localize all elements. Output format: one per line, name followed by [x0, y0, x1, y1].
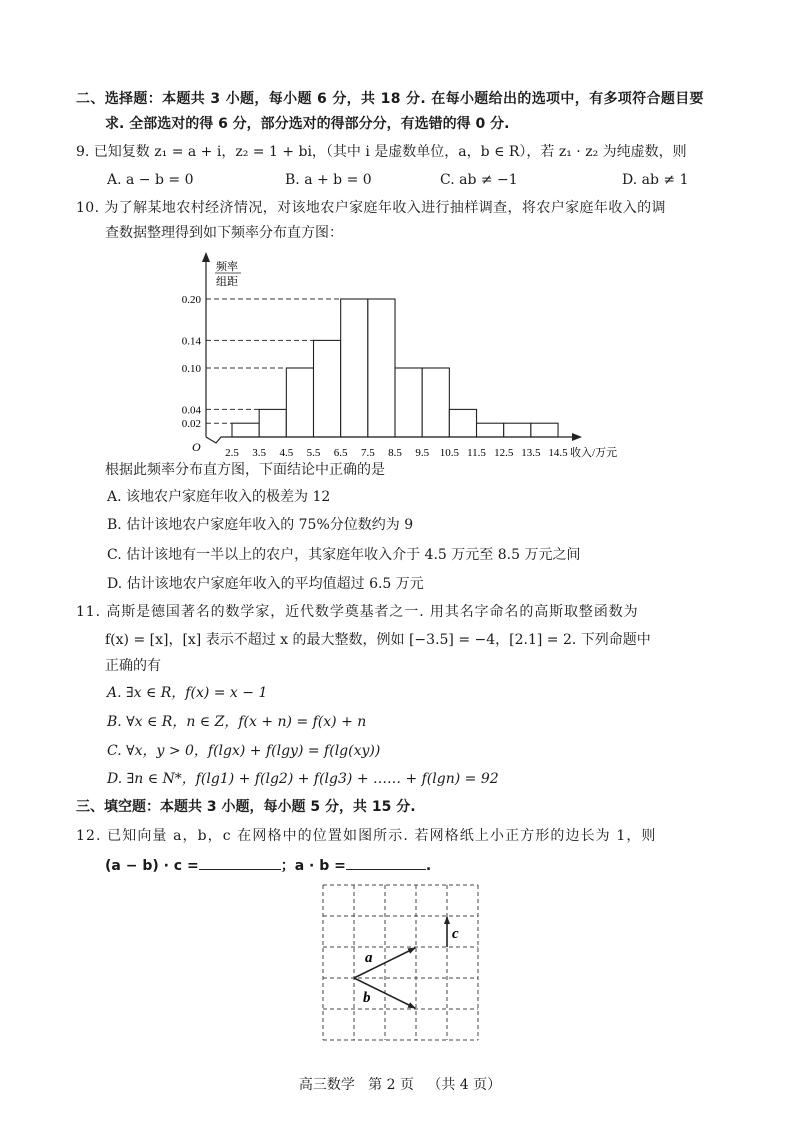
histogram-bar — [477, 423, 504, 437]
x-tick-label: 12.5 — [494, 447, 514, 459]
x-tick-label: 13.5 — [521, 447, 541, 459]
q10-option-d: D. 估计该地农户家庭年收入的平均值超过 6.5 万元 — [107, 576, 424, 592]
q10-stem: 10. 为了解某地农村经济情况，对该地农户家庭年收入进行抽样调查，将农户家庭年收入的调 — [76, 200, 666, 216]
x-tick-label: 2.5 — [225, 447, 239, 459]
section2-heading: 二、选择题：本题共 3 小题，每小题 6 分，共 18 分. 在每小题给出的选项中，有多项符合题目要 — [76, 91, 704, 107]
q10-question: 根据此频率分布直方图，下面结论中正确的是 — [105, 462, 385, 478]
q11-stem-end: 正确的有 — [105, 658, 161, 674]
vector-a-arrow — [354, 948, 415, 978]
q12-answer-blank-2[interactable] — [346, 855, 426, 870]
histogram-bar — [449, 409, 476, 437]
histogram-bar — [504, 423, 531, 437]
histogram-bar — [531, 423, 558, 437]
histogram-bar — [259, 409, 286, 437]
x-tick-label: 3.5 — [252, 447, 267, 459]
q10-option-c: C. 估计该地有一半以上的农户，其家庭年收入介于 4.5 万元至 8.5 万元之间 — [107, 547, 581, 563]
q10-option-b: B. 估计该地农户家庭年收入的 75%分位数约为 9 — [107, 517, 414, 533]
histogram-bar — [368, 299, 395, 437]
page-footer: 高三数学 第 2 页 （共 4 页） — [298, 1077, 502, 1093]
y-axis-label-numerator: 频率 — [216, 261, 238, 273]
q10-stem-cont: 查数据整理得到如下频率分布直方图： — [105, 225, 343, 241]
vector-a-label: a — [365, 950, 373, 966]
q9-option-b: B. a + b = 0 — [285, 172, 372, 188]
q12-separator: ； — [280, 858, 295, 874]
histogram-bar — [395, 368, 422, 437]
q11-option-c: C. ∀x，y > 0，f(lgx) + f(lgy) = f(lg(xy)) — [107, 743, 381, 759]
x-tick-label: 11.5 — [467, 447, 486, 459]
q11-option-d: D. ∃n ∈ N*，f(lg1) + f(lg2) + f(lg3) + …… + f(lgn) = 92 — [107, 771, 499, 787]
q12-end: . — [425, 858, 432, 874]
q11-stem-cont: f(x) = [x]，[x] 表示不超过 x 的最大整数，例如 [−3.5] = −4，[2.1] = 2. 下列命题中 — [105, 632, 651, 648]
q12-answer-blank-1[interactable] — [199, 855, 281, 870]
histogram-bar — [341, 299, 368, 437]
q9-stem: 9. 已知复数 z₁ = a + i，z₂ = 1 + bi，（其中 i 是虚数单位，a，b ∈ R），若 z₁ · z₂ 为纯虚数，则 — [76, 144, 687, 160]
vector-c-label: c — [452, 926, 459, 942]
q9-option-a: A. a − b = 0 — [107, 172, 194, 188]
grid-lines — [323, 885, 478, 1040]
q11-stem: 11. 高斯是德国著名的数学家，近代数学奠基者之一. 用其名字命名的高斯取整函数为 — [76, 604, 639, 620]
y-tick-label: 0.02 — [181, 418, 201, 431]
y-tick-label: 0.20 — [181, 294, 201, 306]
x-tick-label: 9.5 — [415, 447, 430, 459]
x-tick-label: 14.5 — [548, 447, 568, 459]
x-tick-label: 8.5 — [388, 447, 402, 459]
frequency-histogram — [0, 0, 800, 470]
q9-option-d: D. ab ≠ 1 — [622, 172, 689, 188]
histogram-bar — [286, 368, 313, 437]
y-axis-arrow-icon — [202, 252, 210, 262]
histogram-bar — [422, 368, 449, 437]
x-tick-label: 6.5 — [333, 447, 348, 459]
q11-option-b: B. ∀x ∈ R，n ∈ Z，f(x + n) = f(x) + n — [107, 714, 367, 730]
section2-instructions: 求. 全部选对的得 6 分，部分选对的得部分分，有选错的得 0 分. — [105, 116, 510, 132]
vector-grid-figure — [318, 880, 488, 1045]
q9-option-c: C. ab ≠ −1 — [440, 172, 518, 188]
origin-label: O — [192, 440, 201, 454]
x-tick-label: 5.5 — [306, 447, 321, 459]
x-tick-label: 10.5 — [439, 447, 459, 459]
y-tick-label: 0.04 — [181, 404, 201, 417]
x-axis-arrow-icon — [572, 433, 582, 441]
q12-stem: 12. 已知向量 a，b，c 在网格中的位置如图所示. 若网格纸上小正方形的边长为 1，则 — [76, 828, 657, 844]
q12-expr2: a · b = — [294, 858, 346, 874]
q12-answer-line — [105, 855, 431, 876]
vector-b-label: b — [363, 990, 371, 1006]
y-tick-label: 0.14 — [181, 335, 201, 348]
x-axis — [206, 437, 578, 443]
y-axis-label-denominator: 组距 — [216, 276, 238, 288]
y-tick-label: 0.10 — [181, 363, 201, 375]
histogram-bar — [314, 340, 341, 437]
x-axis-label: 收入/万元 — [570, 447, 618, 459]
q11-option-a: A. ∃x ∈ R，f(x) = x − 1 — [107, 685, 268, 701]
q10-option-a: A. 该地农户家庭年收入的极差为 12 — [107, 489, 331, 505]
q12-expr1: (a − b) · c = — [105, 858, 199, 874]
x-tick-label: 4.5 — [279, 447, 294, 459]
section3-heading: 三、填空题：本题共 3 小题，每小题 5 分，共 15 分. — [76, 799, 416, 815]
x-tick-label: 7.5 — [360, 447, 375, 459]
histogram-bar — [232, 423, 259, 437]
